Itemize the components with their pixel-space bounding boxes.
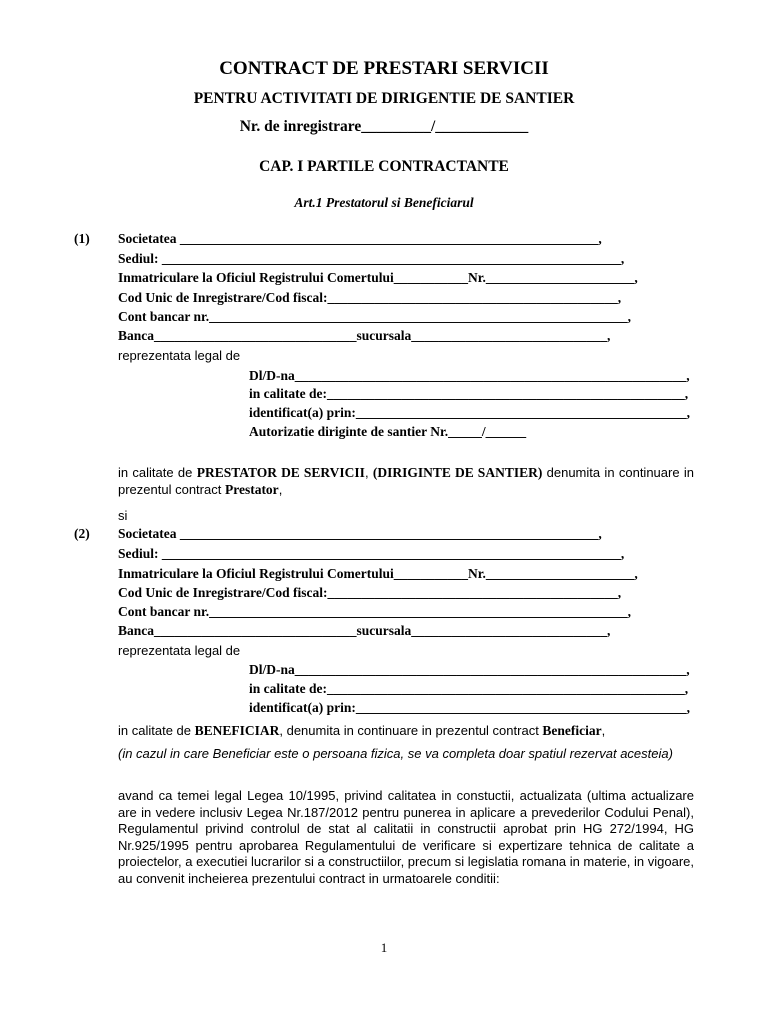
beneficiar-paragraph: in calitate de BENEFICIAR, denumita in continuare in prezentul contract Beneficiar, — [118, 723, 606, 738]
party1-address-field[interactable]: Sediul: ____________________________________________________________________, — [118, 251, 625, 266]
party2-number: (2) — [74, 526, 90, 541]
article-heading: Art.1 Prestatorul si Beneficiarul — [294, 195, 474, 210]
party1-registry-field[interactable]: Inmatriculare la Oficiul Registrului Comertului___________Nr.______________________, — [118, 270, 638, 285]
party2-representative-field[interactable]: Dl/D-na__________________________________________________________, — [249, 662, 690, 677]
party1-represented-by-label: reprezentata legal de — [118, 348, 241, 363]
party2-bank-account-field[interactable]: Cont bancar nr.______________________________________________________________, — [118, 604, 632, 619]
legal-basis-paragraph: avand ca temei legal Legea 10/1995, privind calitatea in constuctii, actualizata (ultima actualizare are in vedere inclusiv Legea Nr.187/2012 pentru punerea in aplicare a prevederilor Codului Penal), Regulamentul privind controlul de stat al calitatii in constructii aprobat prin HG 272/1994, HG Nr.925/1995 pentru aprobarea Regulamentului de verificare si expertizare tehnica de calitate a proiectelor, a executiei lucrarilor si a constructiilor, precum si legislatia romana in materie, in vigoare, au convenit incheierea prezentului contract in urmatoarele conditii: — [118, 788, 694, 886]
party1-representative-field[interactable]: Dl/D-na__________________________________________________________, — [249, 368, 690, 383]
natural-person-note: (in cazul in care Beneficiar este o persoana fizica, se va completa doar spatiul rezervat acesteia) — [118, 746, 673, 761]
document-subtitle: PENTRU ACTIVITATI DE DIRIGENTIE DE SANTIER — [193, 90, 575, 107]
registration-number: Nr. de inregistrare_________/____________ — [239, 118, 529, 135]
party2-bank-field[interactable]: Banca______________________________sucursala_____________________________, — [118, 623, 611, 638]
party2-capacity-field[interactable]: in calitate de:_____________________________________________________, — [249, 681, 689, 696]
party2-identification-field[interactable]: identificat(a) prin:_________________________________________________, — [249, 700, 690, 715]
chapter-heading: CAP. I PARTILE CONTRACTANTE — [259, 158, 509, 175]
party1-company-field[interactable]: Societatea ______________________________________________________________, — [118, 231, 602, 246]
party1-capacity-field[interactable]: in calitate de:_____________________________________________________, — [249, 386, 689, 401]
party1-bank-account-field[interactable]: Cont bancar nr.______________________________________________________________, — [118, 309, 632, 324]
party1-identification-field[interactable]: identificat(a) prin:_________________________________________________, — [249, 405, 690, 420]
party1-bank-field[interactable]: Banca______________________________sucursala_____________________________, — [118, 328, 611, 343]
party2-registry-field[interactable]: Inmatriculare la Oficiul Registrului Comertului___________Nr.______________________, — [118, 566, 638, 581]
page-number: 1 — [380, 940, 388, 955]
party1-fiscal-code-field[interactable]: Cod Unic de Inregistrare/Cod fiscal:___________________________________________, — [118, 290, 622, 305]
party1-authorization-field[interactable]: Autorizatie diriginte de santier Nr._____/______ — [249, 424, 527, 439]
prestator-paragraph: in calitate de PRESTATOR DE SERVICII, (DIRIGINTE DE SANTIER) denumita in continuare in prezentul contract Prestator, — [118, 465, 695, 497]
party2-represented-by-label: reprezentata legal de — [118, 643, 241, 658]
document-title: CONTRACT DE PRESTARI SERVICII — [219, 58, 549, 79]
conjunction-si: si — [118, 508, 128, 523]
party2-fiscal-code-field[interactable]: Cod Unic de Inregistrare/Cod fiscal:___________________________________________, — [118, 585, 622, 600]
party1-number: (1) — [74, 231, 90, 246]
party2-company-field[interactable]: Societatea ______________________________________________________________, — [118, 526, 602, 541]
party2-address-field[interactable]: Sediul: ____________________________________________________________________, — [118, 546, 625, 561]
